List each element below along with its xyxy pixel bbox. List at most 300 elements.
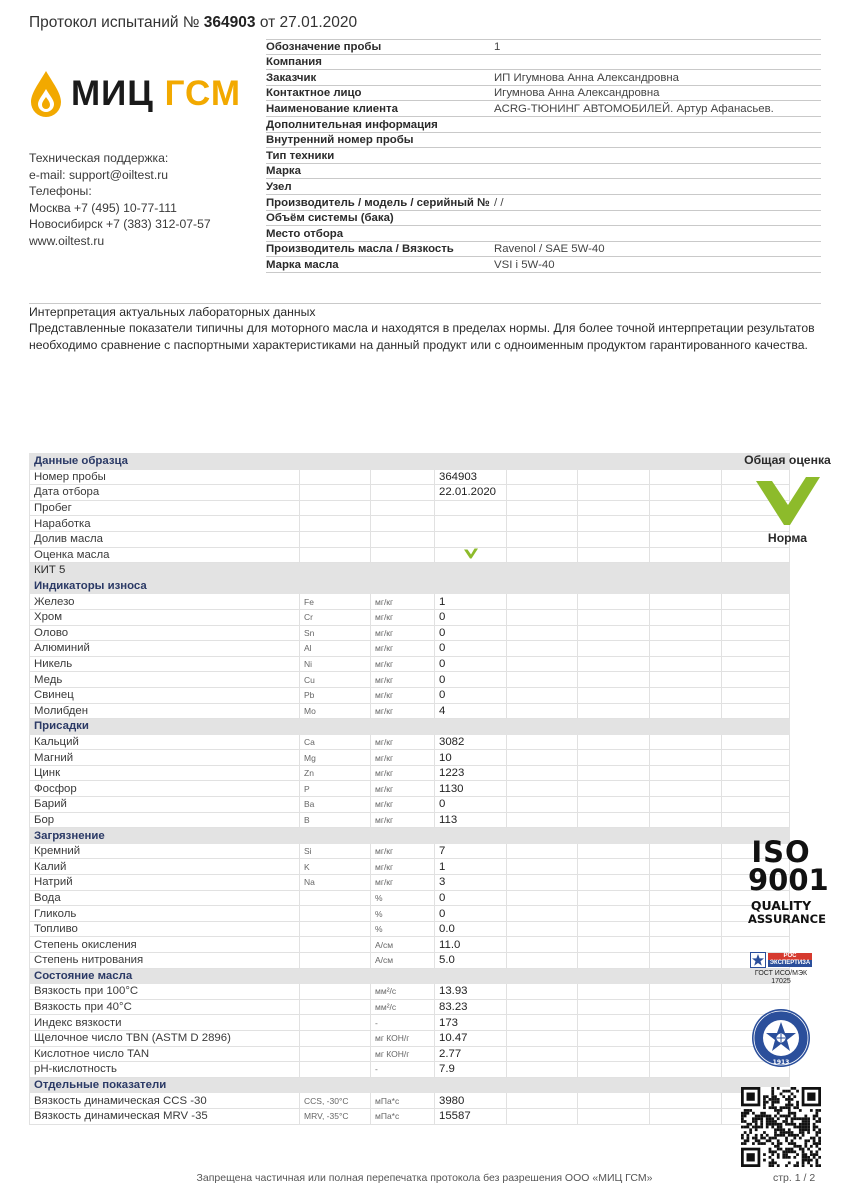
parameter-name: Алюминий [30,641,300,657]
empty-cell [507,750,578,766]
empty-cell [578,703,650,719]
empty-cell [650,765,722,781]
parameter-unit: А/см [371,953,435,969]
parameter-symbol: Pb [300,687,371,703]
empty-cell [507,516,578,532]
table-row [30,531,790,547]
empty-cell [650,953,722,969]
parameter-unit: - [371,1015,435,1031]
info-label: Производитель масла / Вязкость [266,243,454,256]
parameter-unit: % [371,906,435,922]
empty-cell [507,703,578,719]
empty-cell [507,469,578,485]
parameter-value: 0 [435,687,507,703]
empty-cell [722,625,790,641]
parameter-value: 0 [435,797,507,813]
empty-cell [722,937,790,953]
empty-cell [650,781,722,797]
parameter-symbol [300,906,371,922]
empty-cell [507,937,578,953]
info-value: ИП Игумнова Анна Александровна [494,71,680,84]
empty-cell [507,843,578,859]
info-row [266,226,821,242]
parameter-value: 83.23 [435,999,507,1015]
parameter-value: 4 [435,703,507,719]
info-label: Производитель / модель / серийный № [266,196,490,209]
empty-cell [507,1062,578,1078]
protocol-number: 364903 [203,14,256,31]
empty-cell [507,890,578,906]
support-phones-heading: Телефоны: [29,184,92,199]
parameter-value: 2.77 [435,1046,507,1062]
info-label: Место отбора [266,227,344,240]
empty-cell [507,859,578,875]
results-table [29,453,790,1125]
empty-cell [507,609,578,625]
support-email: e-mail: support@oiltest.ru [29,167,169,182]
info-label: Компания [266,56,322,69]
parameter-value: 11.0 [435,937,507,953]
parameter-unit: мПа*с [371,1108,435,1124]
parameter-symbol: K [300,859,371,875]
section-title: Состояние масла [30,968,790,984]
empty-cell [507,1030,578,1046]
parameter-name: Никель [30,656,300,672]
empty-cell [507,906,578,922]
empty-cell [650,547,722,563]
support-heading: Техническая поддержка: [29,151,169,165]
info-row [266,242,821,258]
parameter-symbol [300,921,371,937]
info-row [266,117,821,133]
empty-cell [507,531,578,547]
empty-cell [722,703,790,719]
empty-cell [578,843,650,859]
parameter-name: Номер пробы [30,469,300,485]
parameter-name: Олово [30,625,300,641]
title-prefix: Протокол испытаний № [29,14,200,31]
parameter-name: Медь [30,672,300,688]
empty-cell [650,937,722,953]
parameter-value: 3082 [435,734,507,750]
parameter-unit: мг/кг [371,672,435,688]
empty-cell [507,734,578,750]
table-row [30,984,790,1000]
empty-cell [650,625,722,641]
parameter-name: Вязкость динамическая MRV -35 [30,1108,300,1124]
parameter-value: 1223 [435,765,507,781]
parameter-value: 1 [435,859,507,875]
overall-rating-label: Норма [767,531,808,545]
empty-cell [507,1093,578,1109]
parameter-name: Калий [30,859,300,875]
ros-star-icon [750,952,766,968]
parameter-symbol: Si [300,843,371,859]
empty-cell [507,1046,578,1062]
parameter-name: Кислотное число TAN [30,1046,300,1062]
parameter-unit: мг/кг [371,734,435,750]
parameter-symbol: Na [300,875,371,891]
empty-cell [650,812,722,828]
table-row [30,516,790,532]
empty-cell [650,687,722,703]
parameter-unit: мм²/с [371,984,435,1000]
parameter-unit [371,531,435,547]
large-check-icon [754,475,822,527]
parameter-value: 0 [435,672,507,688]
parameter-value [435,516,507,532]
empty-cell [650,859,722,875]
parameter-unit: мг/кг [371,687,435,703]
support-website: www.oiltest.ru [29,233,105,248]
table-row [30,500,790,516]
parameter-symbol: Sn [300,625,371,641]
parameter-name: Степень окисления [30,937,300,953]
parameter-value: 15587 [435,1108,507,1124]
table-row [30,1046,790,1062]
info-value: Игумнова Анна Александровна [494,87,660,100]
parameter-unit [371,469,435,485]
empty-cell [507,875,578,891]
empty-cell [507,656,578,672]
parameter-value: 0 [435,890,507,906]
empty-cell [578,734,650,750]
empty-cell [722,734,790,750]
section-title: Отдельные показатели [30,1077,790,1093]
empty-cell [650,921,722,937]
info-row [266,195,821,211]
parameter-value: 0 [435,625,507,641]
empty-cell [578,687,650,703]
parameter-value: 0 [435,656,507,672]
iso-quality: QUALITY [750,898,812,913]
table-row [30,953,790,969]
info-row [266,148,821,164]
ros-badge-bottom: ЭКСПЕРТИЗА [769,960,811,966]
table-row [30,875,790,891]
table-row [30,1062,790,1078]
parameter-unit [371,485,435,501]
interpretation-title: Интерпретация актуальных лабораторных данных [29,305,316,319]
table-row [30,594,790,610]
empty-cell [722,547,790,563]
table-section-header [30,563,790,579]
iso-number: 9001 [748,863,829,897]
parameter-unit: мг/кг [371,703,435,719]
parameter-unit: мг/кг [371,797,435,813]
info-label: Дополнительная информация [266,118,438,131]
parameter-value: 0 [435,906,507,922]
parameter-value: 22.01.2020 [435,485,507,501]
parameter-value: 5.0 [435,953,507,969]
info-label: Тип техники [266,149,335,162]
info-row [266,179,821,195]
table-section-header [30,578,790,594]
empty-cell [507,999,578,1015]
parameter-symbol [300,1062,371,1078]
empty-cell [650,531,722,547]
parameter-unit: % [371,890,435,906]
parameter-unit: мм²/с [371,999,435,1015]
empty-cell [578,485,650,501]
parameter-value: 0 [435,609,507,625]
empty-cell [578,797,650,813]
empty-cell [722,812,790,828]
parameter-name: Хром [30,609,300,625]
empty-cell [578,781,650,797]
empty-cell [578,984,650,1000]
empty-cell [650,1108,722,1124]
empty-cell [578,1015,650,1031]
parameter-name: Щелочное число TBN (ASTM D 2896) [30,1030,300,1046]
empty-cell [507,641,578,657]
parameter-name: Бор [30,812,300,828]
info-row [266,101,821,117]
info-label: Внутренний номер пробы [266,134,414,147]
empty-cell [578,656,650,672]
table-row [30,781,790,797]
parameter-unit: мг/кг [371,843,435,859]
empty-cell [578,906,650,922]
info-label: Марка [266,165,301,178]
table-row [30,1108,790,1124]
empty-cell [507,797,578,813]
empty-cell [578,1108,650,1124]
empty-cell [722,594,790,610]
empty-cell [578,859,650,875]
oil-drop-icon [29,69,63,119]
parameter-symbol [300,1030,371,1046]
parameter-value: 0 [435,641,507,657]
parameter-symbol [300,1046,371,1062]
empty-cell [650,1062,722,1078]
table-row [30,703,790,719]
empty-cell [507,485,578,501]
parameter-symbol [300,953,371,969]
parameter-unit: мг/кг [371,656,435,672]
empty-cell [650,797,722,813]
parameter-symbol [300,890,371,906]
parameter-unit: мг/кг [371,750,435,766]
parameter-name: Пробег [30,500,300,516]
seal-year: 1913 [772,1059,790,1066]
parameter-value: 0.0 [435,921,507,937]
parameter-unit: % [371,921,435,937]
parameter-name: Железо [30,594,300,610]
parameter-value: 7.9 [435,1062,507,1078]
empty-cell [578,1046,650,1062]
table-row [30,859,790,875]
table-row [30,734,790,750]
empty-cell [578,469,650,485]
empty-cell [578,625,650,641]
info-row [266,211,821,227]
parameter-symbol [300,999,371,1015]
table-row [30,687,790,703]
info-label: Заказчик [266,71,317,84]
table-row [30,672,790,688]
empty-cell [578,672,650,688]
parameter-symbol: B [300,812,371,828]
parameter-name: Вода [30,890,300,906]
parameter-name: Свинец [30,687,300,703]
parameter-unit: А/см [371,937,435,953]
empty-cell [507,687,578,703]
parameter-value: 3980 [435,1093,507,1109]
parameter-symbol: Zn [300,765,371,781]
parameter-value: 13.93 [435,984,507,1000]
parameter-symbol: Ca [300,734,371,750]
empty-cell [650,594,722,610]
parameter-symbol [300,531,371,547]
iso-assurance: ASSURANCE [748,912,826,926]
empty-cell [722,672,790,688]
info-value: / / [494,196,504,209]
table-row [30,921,790,937]
empty-cell [722,765,790,781]
table-row [30,843,790,859]
parameter-value: 1 [435,594,507,610]
info-label: Обозначение пробы [266,40,382,53]
table-row [30,485,790,501]
parameter-unit: мг/кг [371,641,435,657]
parameter-unit: мг КОН/г [371,1030,435,1046]
empty-cell [578,641,650,657]
table-row [30,609,790,625]
parameter-value: 10.47 [435,1030,507,1046]
logo-accent-text: ГСМ [164,74,241,113]
parameter-value [435,531,507,547]
empty-cell [578,609,650,625]
empty-cell [650,906,722,922]
empty-cell [650,485,722,501]
empty-cell [650,750,722,766]
parameter-name: Топливо [30,921,300,937]
empty-cell [578,999,650,1015]
parameter-unit: мПа*с [371,1093,435,1109]
empty-cell [507,953,578,969]
table-row [30,890,790,906]
empty-cell [507,812,578,828]
empty-cell [578,812,650,828]
table-row [30,547,790,563]
ros-expertiza-badge [748,952,814,986]
parameter-value [435,547,507,563]
table-section-header [30,454,790,470]
table-row [30,641,790,657]
empty-cell [507,625,578,641]
info-label: Узел [266,180,292,193]
empty-cell [578,937,650,953]
empty-cell [650,609,722,625]
empty-cell [650,1046,722,1062]
overall-rating-title: Общая оценка [744,453,831,467]
parameter-name: Натрий [30,875,300,891]
parameter-value: 3 [435,875,507,891]
empty-cell [507,984,578,1000]
parameter-name: Магний [30,750,300,766]
empty-cell [507,672,578,688]
empty-cell [650,516,722,532]
parameter-unit: мг КОН/г [371,1046,435,1062]
parameter-symbol: Mo [300,703,371,719]
ros-standard: ГОСТ ИСО/МЭК [754,970,808,977]
parameter-value: 1130 [435,781,507,797]
empty-cell [650,641,722,657]
info-row [266,39,821,55]
info-label: Наименование клиента [266,102,398,115]
parameter-unit: мг/кг [371,859,435,875]
iso-9001-badge [748,835,829,926]
section-title: Данные образца [30,454,790,470]
empty-cell [650,672,722,688]
parameter-name: Молибден [30,703,300,719]
parameter-value: 173 [435,1015,507,1031]
company-logo [29,66,241,122]
parameter-name: Степень нитрования [30,953,300,969]
parameter-name: Кальций [30,734,300,750]
page-number: стр. 1 / 2 [773,1172,816,1184]
empty-cell [578,750,650,766]
parameter-symbol: Cu [300,672,371,688]
empty-cell [722,609,790,625]
empty-cell [507,1015,578,1031]
empty-cell [578,516,650,532]
info-value: ACRG-ТЮНИНГ АВТОМОБИЛЕЙ. Артур Афанасьев. [494,102,774,115]
parameter-name: Дата отбора [30,485,300,501]
table-row [30,656,790,672]
parameter-symbol: Fe [300,594,371,610]
logo-wordmark [71,74,241,114]
empty-cell [578,765,650,781]
table-row [30,750,790,766]
empty-cell [507,500,578,516]
table-row [30,797,790,813]
register-seal-icon [750,1007,812,1069]
parameter-symbol: CCS, -30°C [300,1093,371,1109]
qr-code-icon[interactable] [741,1087,821,1167]
table-section-header [30,968,790,984]
interpretation-text: Представленные показатели типичны для моторного масла и находятся в пределах нормы. Для более точной интерпретации результатов необходимо сравнение с паспортными характеристиками на данный продукт или с одноименным продуктом гарантированного качества. [29,321,815,352]
ros-badge-top: РОС [768,953,813,960]
empty-cell [650,890,722,906]
empty-cell [722,984,790,1000]
info-row [266,164,821,180]
info-label: Объём системы (бака) [266,212,394,225]
table-row [30,999,790,1015]
table-row [30,469,790,485]
parameter-symbol [300,937,371,953]
empty-cell [650,469,722,485]
info-label: Марка масла [266,258,339,271]
parameter-name: Кремний [30,843,300,859]
table-section-header [30,828,790,844]
sample-info-table [266,39,821,273]
parameter-name: Фосфор [30,781,300,797]
section-title: Загрязнение [30,828,790,844]
table-row [30,906,790,922]
parameter-value: 113 [435,812,507,828]
empty-cell [650,999,722,1015]
empty-cell [650,656,722,672]
parameter-symbol [300,547,371,563]
info-row [266,133,821,149]
empty-cell [507,1108,578,1124]
empty-cell [507,781,578,797]
empty-cell [578,1030,650,1046]
table-row [30,812,790,828]
parameter-name: Вязкость при 40°С [30,999,300,1015]
